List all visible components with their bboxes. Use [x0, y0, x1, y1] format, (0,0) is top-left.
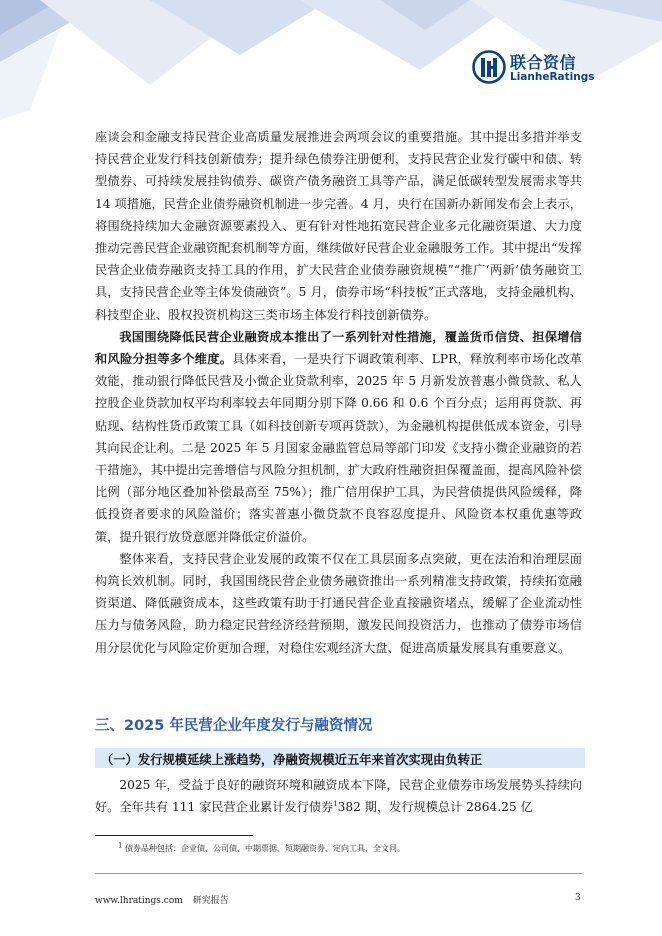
section-body [95, 774, 582, 818]
logo-english-name: LianheRatings [510, 71, 595, 83]
paragraph-lead-sentence: 我国围绕降低民营企业融资成本推出了一系列针对性措施，覆盖货币信贷、担保增信和风险分担等多个维度。 [95, 329, 582, 367]
header-banner [0, 0, 662, 120]
paragraph-details: 具体来看，一是央行下调政策利率、LPR，释放利率市场化改革效能，推动银行降低民营及小微企业贷款利率，2025 年 5 月新发放普惠小微贷款、私人控股企业贷款加权平均利率较去年同期分别下降 0.66 和 0.6 个百分点；运用再贷款、再贴现、结构性货币政策工具（如科技创新专项再贷款），为金融机构提供低成本资金，引导其向民企让利。二是 2025 年 5 月国家金融监管总局等部门印发《支持小微企业融资的若干措施》，其中提出完善增信与风险分担机制，扩大政府性融资担保覆盖面，提高风险补偿比例（部分地区叠加补偿最高至 75%）；推广信用保护工具，为民营债提供风险缓释，降低投资者要求的风险溢价；落实普惠小微贷款不良容忍度提升、风险资本权重优惠等政策，提升银行放贷意愿并降低定价溢价。 [95, 352, 582, 544]
logo-chinese-name: 联合资信 [510, 53, 577, 72]
page-number: 3 [575, 893, 581, 903]
footnote-mark: 1 [118, 841, 123, 850]
paragraph-issuance-text: 2025 年，受益于良好的融资环境和融资成本下降，民营企业债券市场发展势头持续向好。全年共有 111 家民营企业累计发行债券 [95, 778, 582, 815]
footnote-reference: 1 [333, 800, 338, 809]
footer-divider [95, 873, 582, 874]
lianhe-logo-icon [472, 50, 506, 84]
subsection-heading: （一）发行规模延续上涨趋势，净融资规模近五年来首次实现由负转正 [101, 753, 483, 767]
footer-report-type: 研究报告 [192, 896, 229, 906]
logo [472, 48, 595, 92]
subsection-heading-bar [95, 748, 585, 768]
paragraph-financing-cost [95, 326, 582, 548]
paragraph-policy-measures: 座谈会和金融支持民营企业高质量发展推进会两项会议的重要措施。其中提出多措并举支持民营企业发行科技创新债券；提升绿色债券注册便利，支持民营企业发行碳中和债、转型债券、可持续发展挂钩债券、碳资产债务融资工具等产品，满足低碳转型发展需求等共 14 项措施，民营企业债券融资机制进一步完善。4 月，央行在国新办新闻发布会上表示，将围绕持续加大金融资源要素投入、更有针对性地拓宽民营企业多元化融资渠道、大力度推动完善民营企业融资配套机制等方面，继续做好民营企业金融服务工作。其中提出“发挥民营企业债券融资支持工具的作用，扩大民营企业债券融资规模”“推广‘两新’债务融资工具，支持民营企业等主体发债融资”。5 月，债券市场“科技板”正式落地，支持金融机构、科技型企业、股权投资机构这三类市场主体发行科技创新债券。 [95, 130, 582, 322]
paragraph-issuance-text-cont: 382 期，发行规模总计 2864.25 亿 [337, 800, 533, 815]
footnote-text: 债券品种包括：企业债、公司债、中期票据、短期融资券、定向工具，全文同。 [125, 844, 406, 853]
paragraph-summary: 整体来看，支持民营企业发展的政策不仅在工具层面多点突破，更在法治和治理层面构筑长效机制。同时，我国围绕民营企业债务融资推出一系列精准支持政策，持续拓宽融资渠道、降低融资成本，这些政策有助于打通民营企业直接融资堵点，缓解了企业流动性压力与债务风险，助力稳定民营经济经营预期，激发民间投资活力，也推动了债券市场信用分层优化与风险定价更加合理，对稳住宏观经济大盘、促进高质量发展具有重要意义。 [95, 551, 582, 655]
section-heading: 三、2025 年民营企业年度发行与融资情况 [95, 718, 373, 734]
footer-website: www.lhratings.com [95, 896, 183, 906]
footnote [118, 843, 405, 854]
paragraph-issuance-overview [95, 774, 582, 818]
footer [95, 893, 229, 906]
footnote-divider [95, 835, 253, 836]
report-body [95, 126, 582, 659]
